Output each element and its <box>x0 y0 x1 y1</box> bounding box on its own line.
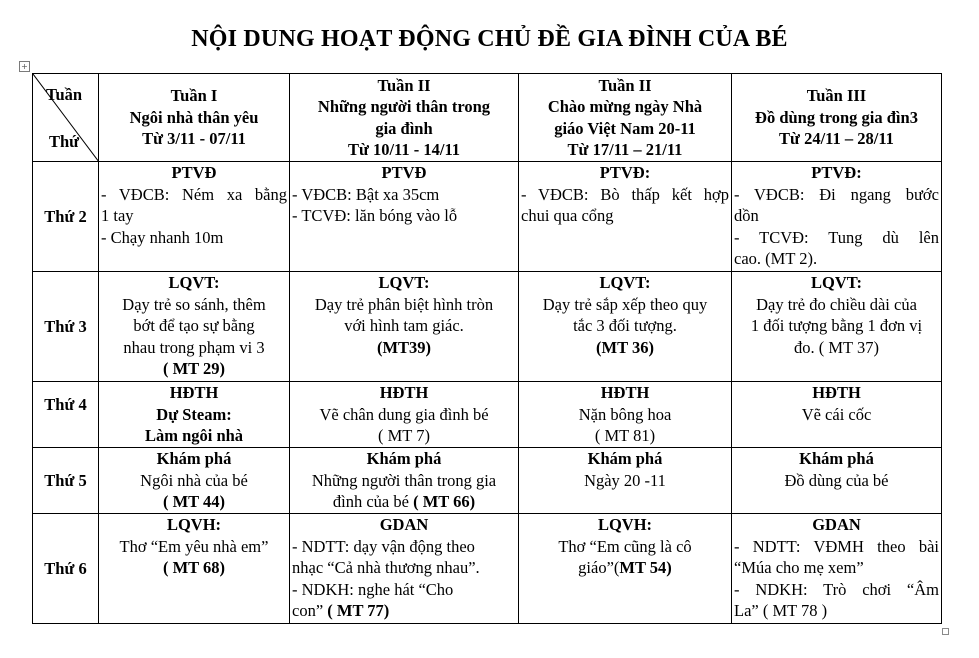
day-label: Thứ 4 <box>33 382 99 448</box>
week-header-2 <box>290 74 519 162</box>
activity-plan-table <box>32 73 942 624</box>
activity-line: 1 đối tượng bằng 1 đơn vị <box>750 316 923 335</box>
activity-heading: Khám phá <box>799 449 874 468</box>
week-dates: Từ 17/11 – 21/11 <box>567 140 683 159</box>
activity-line: - TCVĐ: lăn bóng vào lỗ <box>292 206 458 225</box>
table-row-thu-5 <box>33 448 942 514</box>
activity-line: Những người thân trong gia <box>311 470 497 490</box>
activity-line: nhạc “Cả nhà thương nhau”. <box>292 558 480 577</box>
activity-line: ( MT 81) <box>594 426 656 445</box>
activity-line: bớt để tạo sự bằng <box>133 316 255 335</box>
week-theme: Đồ dùng trong gia đìn3 <box>755 107 918 127</box>
activity-line <box>292 491 516 513</box>
activity-line: với hình tam giác. <box>344 316 464 335</box>
activity-heading: PTVĐ <box>171 163 217 182</box>
activity-cell <box>99 448 290 514</box>
activity-heading: HĐTH <box>812 383 861 402</box>
activity-heading: LQVT: <box>810 273 863 292</box>
activity-cell <box>290 382 519 448</box>
week-number: Tuần III <box>806 86 867 106</box>
activity-cell <box>290 514 519 624</box>
activity-line: Đồ dùng của bé <box>784 470 889 490</box>
activity-heading: LQVH: <box>166 515 222 534</box>
activity-cell <box>732 162 942 272</box>
activity-cell <box>519 382 732 448</box>
activity-cell <box>290 272 519 382</box>
activity-heading: HĐTH <box>169 383 219 402</box>
activity-heading: LQVT: <box>599 273 651 292</box>
activity-line: tắc 3 đối tượng. <box>573 316 677 335</box>
activity-line: ( MT 7) <box>378 426 430 445</box>
activity-line: Làm ngôi nhà <box>144 426 244 445</box>
week-header-1 <box>99 74 290 162</box>
objective-code: (MT39) <box>376 337 432 357</box>
activity-heading: LQVT: <box>378 273 430 292</box>
activity-line: - NDTT: VĐMH theo bài <box>734 536 939 556</box>
objective-code: ( MT 66) <box>413 492 476 511</box>
activity-heading: PTVĐ <box>381 163 427 182</box>
activity-line-text: đình của bé <box>332 492 409 511</box>
week-theme: Những người thân trong <box>317 97 491 116</box>
activity-line: Dạy trẻ sắp xếp theo quy <box>542 294 708 314</box>
table-move-handle-icon[interactable]: + <box>19 61 30 72</box>
activity-heading: GDAN <box>379 515 429 534</box>
activity-heading: LQVT: <box>168 273 220 292</box>
activity-line: - VĐCB: Bật xa 35cm <box>292 184 440 204</box>
week-number: Tuần I <box>170 86 218 106</box>
week-theme: Chào mừng ngày Nhà <box>547 97 703 116</box>
activity-line: “Múa cho mẹ xem” <box>734 558 864 577</box>
activity-line: Vẽ chân dung gia đình bé <box>319 404 489 424</box>
activity-line: chui qua cổng <box>521 206 614 225</box>
table-row-thu-2 <box>33 162 942 272</box>
activity-cell <box>732 272 942 382</box>
corner-day-label: Thứ <box>49 132 80 151</box>
activity-cell <box>519 448 732 514</box>
activity-cell <box>732 514 942 624</box>
activity-line-text: giáo”( <box>578 558 620 577</box>
activity-cell <box>519 514 732 624</box>
activity-line-text: con” <box>292 601 324 620</box>
activity-line: La” ( MT 78 ) <box>734 601 828 620</box>
activity-heading: GDAN <box>812 515 861 534</box>
activity-line: - NDKH: Trò chơi “Âm <box>734 579 939 599</box>
week-header-4 <box>732 74 942 162</box>
activity-cell <box>99 162 290 272</box>
activity-cell <box>290 448 519 514</box>
activity-line: Dạy trẻ đo chiều dài của <box>756 294 917 314</box>
activity-cell <box>519 272 732 382</box>
activity-line: nhau trong phạm vi 3 <box>123 337 265 357</box>
week-theme: giáo Việt Nam 20-11 <box>554 118 696 138</box>
corner-week-label: Tuần <box>46 85 83 104</box>
activity-cell <box>99 272 290 382</box>
week-number: Tuần II <box>377 75 431 95</box>
day-label: Thứ 6 <box>33 514 99 624</box>
week-header-3 <box>519 74 732 162</box>
activity-line: Dự Steam: <box>156 404 232 424</box>
week-day-corner-cell <box>33 74 99 162</box>
objective-code: ( MT 68) <box>162 558 226 577</box>
day-label: Thứ 5 <box>33 448 99 514</box>
week-dates: Từ 3/11 - 07/11 <box>142 129 246 149</box>
activity-cell <box>290 162 519 272</box>
table-resize-handle[interactable] <box>942 628 949 635</box>
activity-line: Thơ “Em yêu nhà em” <box>119 536 269 556</box>
activity-cell <box>519 162 732 272</box>
week-dates: Từ 10/11 - 14/11 <box>347 140 461 159</box>
activity-line: Ngày 20 -11 <box>584 470 666 490</box>
objective-code: ( MT 77) <box>327 601 390 620</box>
page-title: NỘI DUNG HOẠT ĐỘNG CHỦ ĐỀ GIA ĐÌNH CỦA BÉ <box>191 26 788 52</box>
table-row-thu-4 <box>33 382 942 448</box>
week-number: Tuần II <box>598 75 652 95</box>
activity-heading: HĐTH <box>379 383 429 402</box>
activity-line: - NDTT: dạy vận động theo <box>292 536 475 556</box>
day-label: Thứ 2 <box>33 162 99 272</box>
activity-line: cao. (MT 2). <box>734 249 818 268</box>
activity-line: Dạy trẻ phân biệt hình tròn <box>314 294 494 314</box>
week-dates: Từ 24/11 – 28/11 <box>779 129 894 149</box>
activity-line: - VĐCB: Đi ngang bước <box>734 184 939 204</box>
objective-code: ( MT 29) <box>162 359 226 378</box>
week-theme: Ngôi nhà thân yêu <box>129 107 259 127</box>
activity-line: Thơ “Em cũng là cô <box>558 536 692 556</box>
week-theme: gia đình <box>375 118 433 138</box>
table-header-row <box>33 74 942 162</box>
activity-line: - NDKH: nghe hát “Cho <box>292 579 454 599</box>
activity-cell <box>732 382 942 448</box>
activity-line: - VĐCB: Ném xa bằng <box>101 184 287 204</box>
activity-line: đo. ( MT 37) <box>794 337 879 357</box>
activity-line <box>292 600 516 622</box>
activity-cell <box>99 382 290 448</box>
objective-code: ( MT 44) <box>162 492 226 511</box>
activity-line: - VĐCB: Bò thấp kết hợp <box>521 184 729 204</box>
objective-code: (MT 36) <box>596 337 654 357</box>
activity-heading: HĐTH <box>600 383 650 402</box>
activity-line: Dạy trẻ so sánh, thêm <box>122 294 266 314</box>
activity-line <box>521 557 729 579</box>
table-row-thu-6 <box>33 514 942 624</box>
objective-code: MT 54) <box>619 558 672 577</box>
activity-line: - Chạy nhanh 10m <box>101 227 224 247</box>
activity-heading: PTVĐ: <box>811 163 862 182</box>
activity-heading: Khám phá <box>587 449 663 468</box>
day-label: Thứ 3 <box>33 272 99 382</box>
activity-heading: Khám phá <box>366 449 442 468</box>
activity-heading: Khám phá <box>156 449 232 468</box>
activity-cell <box>99 514 290 624</box>
activity-line: Vẽ cái cốc <box>801 404 872 424</box>
activity-heading: LQVH: <box>597 515 653 534</box>
activity-line: 1 tay <box>101 206 134 225</box>
table-row-thu-3 <box>33 272 942 382</box>
activity-cell <box>732 448 942 514</box>
activity-heading: PTVĐ: <box>599 163 651 182</box>
activity-line: Nặn bông hoa <box>578 404 672 424</box>
activity-line: dồn <box>734 206 759 225</box>
activity-line: - TCVĐ: Tung dù lên <box>734 227 939 247</box>
activity-line: Ngôi nhà của bé <box>140 470 248 490</box>
